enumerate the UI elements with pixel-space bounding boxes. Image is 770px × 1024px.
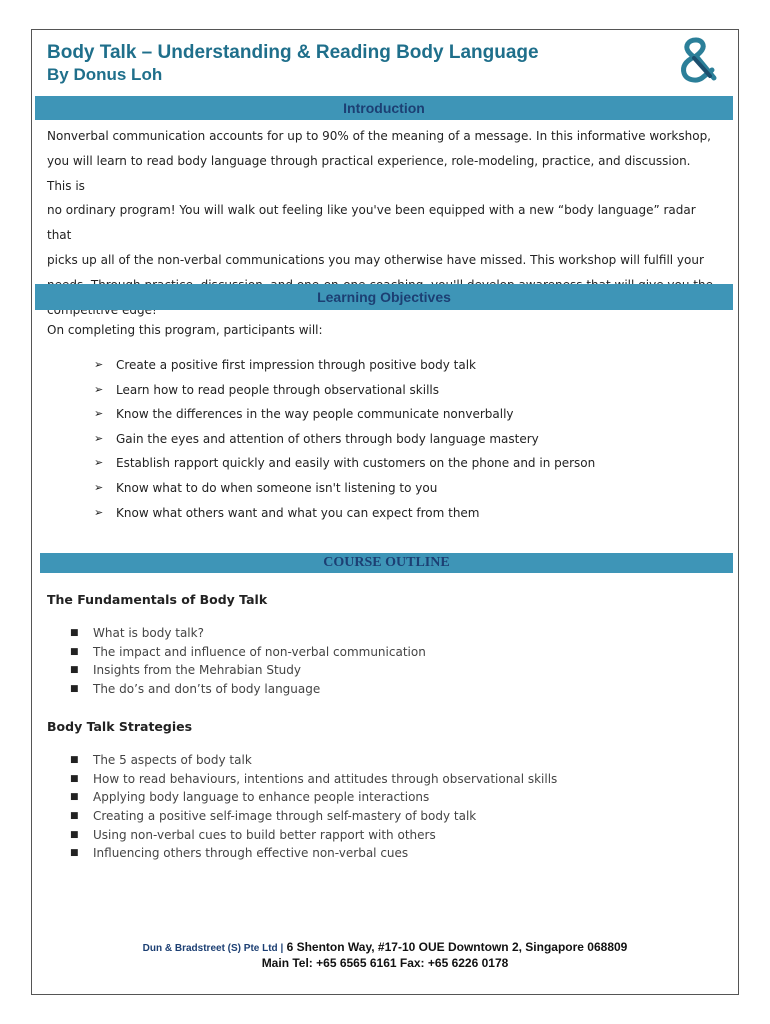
square-bullet-icon: ■ [70,684,79,695]
square-bullet-icon: ■ [70,848,79,859]
square-bullet-icon: ■ [70,755,79,765]
intro-line: picks up all of the non-verbal communications you may otherwise have missed. This workshop will fulfill your [47,252,704,267]
footer-address: 6 Shenton Way, #17-10 OUE Downtown 2, Singapore 068809 [283,940,628,954]
course-outline-heading: COURSE OUTLINE [323,555,450,570]
list-item: ➢ Know what to do when someone isn't listening to you [94,478,595,503]
list-item: ➢ Gain the eyes and attention of others through body language mastery [94,429,595,454]
list-item: ■ Insights from the Mehrabian Study [70,661,426,680]
arrow-bullet-icon: ➢ [94,382,104,396]
objectives-list [94,355,595,527]
square-bullet-icon: ■ [70,665,79,676]
list-item: ■ What is body talk? [70,624,426,643]
list-item: ■ The 5 aspects of body talk [70,751,557,770]
square-bullet-icon: ■ [70,811,79,822]
list-item: ■ Influencing others through effective non-verbal cues [70,844,557,863]
fundamentals-heading: The Fundamentals of Body Talk [47,592,268,607]
list-item: ■ Creating a positive self-image through self-mastery of body talk [70,807,557,826]
footer [31,939,739,971]
list-item: ➢ Learn how to read people through observational skills [94,380,595,405]
footer-address-line [31,939,739,956]
fundamentals-list [70,624,426,699]
document-title: Body Talk – Understanding & Reading Body Language [47,42,539,63]
intro-line: no ordinary program! You will walk out feeling like you've been equipped with a new “body language” radar that [47,203,696,243]
list-item: ■ Using non-verbal cues to build better rapport with others [70,826,557,845]
footer-contact: Main Tel: +65 6565 6161 Fax: +65 6226 0178 [261,956,509,970]
strategies-list [70,751,557,863]
square-bullet-icon: ■ [70,646,79,657]
arrow-bullet-icon: ➢ [94,480,104,494]
intro-line: you will learn to read body language through practical experience, role-modeling, practice, and discussion. This is [47,153,691,193]
list-item: ➢ Establish rapport quickly and easily with customers on the phone and in person [94,453,595,478]
square-bullet-icon: ■ [70,773,79,784]
square-bullet-icon: ■ [70,792,79,803]
document-author: By Donus Loh [47,65,163,84]
list-item: ➢ Know what others want and what you can expect from them [94,503,595,528]
objectives-intro: On completing this program, participants will: [47,323,323,337]
list-item: ➢ Create a positive first impression through positive body talk [94,355,595,380]
list-item: ■ The do’s and don’ts of body language [70,680,426,699]
strategies-heading: Body Talk Strategies [47,719,193,734]
list-item: ➢ Know the differences in the way people communicate nonverbally [94,404,595,429]
arrow-bullet-icon: ➢ [94,505,104,519]
square-bullet-icon: ■ [70,628,79,638]
list-item: ■ Applying body language to enhance people interactions [70,788,557,807]
arrow-bullet-icon: ➢ [94,456,104,470]
introduction-heading: Introduction [343,100,425,116]
square-bullet-icon: ■ [70,829,79,840]
list-item: ■ The impact and influence of non-verbal communication [70,643,426,662]
arrow-bullet-icon: ➢ [94,431,104,445]
objectives-section-bar [35,284,733,310]
intro-line: Nonverbal communication accounts for up to 90% of the meaning of a message. In this informative workshop, [47,129,711,143]
arrow-bullet-icon: ➢ [94,358,104,371]
course-outline-section-bar [40,553,733,573]
introduction-section-bar [35,96,733,120]
objectives-heading: Learning Objectives [317,289,451,305]
footer-company: Dun & Bradstreet (S) Pte Ltd | [142,943,284,954]
list-item: ■ How to read behaviours, intentions and attitudes through observational skills [70,770,557,789]
arrow-bullet-icon: ➢ [94,407,104,421]
ampersand-logo-icon [674,36,722,84]
